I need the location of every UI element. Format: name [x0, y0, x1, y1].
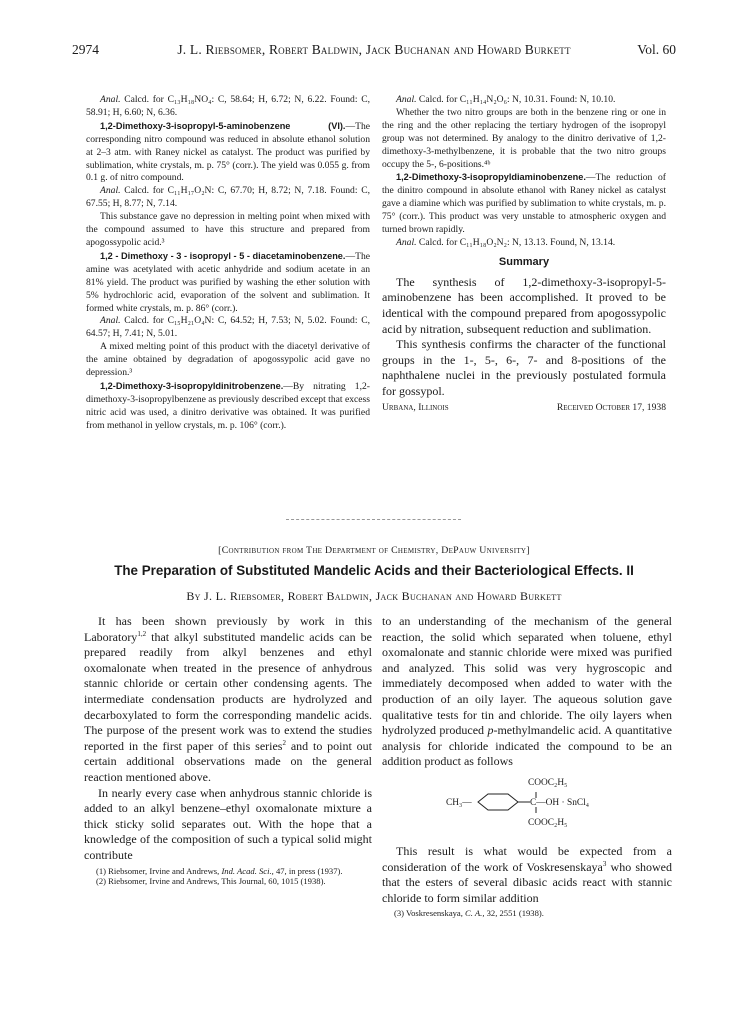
- section-body: —By nitrating 1,2-dimethoxy-3-isopropylbenzene as previously described except that excess nitric acid was used, a dinitro derivative was obtained. It was purified from methanol in yellow crystals, m. p. 106° (corr.).: [86, 380, 370, 431]
- prev-article-right-column: [382, 94, 666, 414]
- body-paragraph: [382, 614, 672, 770]
- formula-center: C—OH · SnCl₄: [530, 797, 590, 808]
- section-paragraph: [382, 171, 666, 237]
- footnote-ref: 2: [282, 738, 286, 747]
- anal-label: Anal.: [100, 94, 121, 105]
- anal-label: Anal.: [396, 94, 417, 105]
- contribution-line: [Contribution from The Department of Chemistry, DePauw University]: [218, 545, 530, 556]
- section-heading: 1,2-Dimethoxy-3-isopropyldiaminobenzene.: [396, 172, 586, 183]
- text-run: to an understanding of the mechanism of the general reaction, the solid which separated when toluene, ethyl oxomalonate and stannic chloride were mixed was purified and analyzed. This solid was very hygroscopic and immediately decomposed when added to water with the production of an oily layer. The aqueous solution gave qualitative tests for tin and chloride. The oily layers when hydrolyzed produced: [382, 614, 672, 738]
- text-run: (3) Voskresenskaya,: [394, 908, 466, 919]
- received-date: Received October 17, 1938: [556, 401, 666, 413]
- anal-label: Anal.: [100, 185, 121, 197]
- article-right-column: [382, 614, 672, 919]
- section-body: —The corresponding nitro compound was reduced in absolute ethanol solution at 2–3 atm. with Raney nickel as catalyst. The product was purified by sublimation, white crystals, m. p. 75° (corr.). The yield was 0.055 g. from 0.1 g. of nitro compound.: [86, 120, 370, 184]
- anal-values: Calcd. for C₁₁H₁₈O₂N₂: N, 13.13. Found, N, 13.14.: [416, 236, 616, 248]
- text-run: It has been shown previously by work in this Laboratory: [84, 614, 372, 644]
- analysis-line: [86, 315, 370, 341]
- formula-methyl: CH₃—: [446, 797, 472, 808]
- analysis-line: [382, 94, 666, 107]
- text-run: that alkyl substituted mandelic acids can be prepared readily from alkyl benzenes and ethyl oxomalonate when treated in the presence of anhydrous stannic chloride or certain other condensing agents. The intermediate condensation products are hydrolyzed and decarboxylated to form the corresponding mandelic acids. The purpose of the present work was to extend the studies reported in the first paper of this series: [84, 629, 372, 753]
- article-title: The Preparation of Substituted Mandelic Acids and their Bacteriological Effects. II: [114, 563, 634, 578]
- text-run: and to point out certain additional observations made on the general reaction mentioned above.: [84, 738, 372, 784]
- formula-bottom-group: COOC₂H₅: [528, 817, 568, 828]
- article-byline: By J. L. Riebsomer, Robert Baldwin, Jack Buchanan and Howard Burkett: [186, 589, 562, 603]
- anal-values: Calcd. for C₁₃H₁₈NO₄: C, 58.64; H, 6.72; N, 6.22. Found: C, 58.91; H, 6.60; N, 6.36.: [86, 94, 370, 118]
- body-paragraph: In nearly every case when anhydrous stannic chloride is added to an alkyl benzene–ethyl oxomalonate mixture a thick sticky solid separates out. With the hope that a knowledge of the composition of such a typical solid might contribute: [84, 785, 372, 862]
- section-paragraph: [86, 250, 370, 316]
- section-heading: 1,2 - Dimethoxy - 3 - isopropyl - 5 - diacetaminobenzene.: [100, 250, 346, 261]
- running-authors: J. L. Riebsomer, Robert Baldwin, Jack Buchanan and Howard Burkett: [177, 42, 571, 57]
- text-run: who showed that the esters of several dibasic acids react with stannic chloride to form similar addition: [382, 859, 672, 905]
- footnote: [84, 866, 372, 876]
- footnote: (2) Riebsomer, Irvine and Andrews, This Journal, 60, 1015 (1938).: [96, 875, 326, 886]
- prev-article-left-column: [86, 94, 370, 433]
- footnote-ref: 1,2: [137, 629, 147, 638]
- footnote-ref: 3: [602, 859, 607, 868]
- anal-label: Anal.: [100, 315, 121, 327]
- separator-rule: [286, 519, 461, 520]
- section-heading: 1,2-Dimethoxy-3-isopropyl-5-aminobenzene (VI).: [100, 120, 346, 131]
- running-header: [72, 42, 676, 60]
- summary-paragraph: This synthesis confirms the character of the functional groups in the 1-, 5-, 6-, 7- and 8-positions of the naphthalene nuclei in the previously postulated formula for gossypol.: [382, 337, 666, 398]
- text-run: C. A.,: [465, 908, 485, 919]
- text-run: 47, in press (1937).: [273, 865, 343, 876]
- anal-label: Anal.: [396, 236, 417, 248]
- article-left-column: [84, 614, 372, 886]
- body-paragraph: [84, 614, 372, 786]
- text-run: Ind. Acad. Sci.,: [221, 865, 274, 876]
- text-run: p: [487, 723, 494, 738]
- body-paragraph: Whether the two nitro groups are both in the benzene ring or one in the ring and the other replacing the tertiary hydrogen of the isopropyl group was not determined. By analogy to the dinitro derivative of 1,2-dimethoxy-3-methylbenzene, it is probable that the two nitro groups occupy the 5-, 6-positions.⁴ᵇ: [382, 106, 666, 170]
- text-run: 32, 2551 (1938).: [484, 908, 544, 919]
- structural-formula: [382, 774, 672, 838]
- summary-paragraph: The synthesis of 1,2-dimethoxy-3-isopropyl-5-aminobenzene has been accomplished. It proved to be identical with the compound prepared from apogossypolic acid by nitration, subsequent reduction and sublimation.: [382, 274, 666, 336]
- anal-values: Calcd. for C₁₁H₁₇O₂N: C, 67.70; H, 8.72; N, 7.18. Found: C, 67.55; H, 8.77; N, 7.14.: [86, 185, 370, 210]
- footnotes: [84, 866, 372, 887]
- analysis-line: [86, 94, 370, 120]
- volume-number: Vol. 60: [637, 42, 676, 57]
- anal-values: Calcd. for C₁₁H₁₄N₂O₆: N, 10.31. Found: N, 10.10.: [416, 94, 616, 105]
- section-paragraph: [86, 120, 370, 186]
- summary-heading: Summary: [498, 255, 550, 268]
- analysis-line: [86, 185, 370, 211]
- body-paragraph: A mixed melting point of this product with the diacetyl derivative of the amine obtained by degradation of apogossypolic acid gave no depression.³: [86, 341, 370, 379]
- summary-text: [382, 275, 666, 400]
- body-paragraph: This substance gave no depression in melting point when mixed with the compound assumed to have this structure and prepared from apogossypolic acid.³: [86, 211, 370, 248]
- section-body: —The amine was acetylated with acetic anhydride and sodium acetate in an 81% yield. The product was purified by washing the ether solution with 5% hydrochloric acid, evaporation of the solvent and sublimation. It formed white crystals, m. p. 86° (corr.).: [86, 250, 370, 314]
- formula-top-group: COOC₂H₅: [528, 777, 568, 788]
- analysis-line: [382, 237, 666, 250]
- signoff-line: [382, 402, 666, 415]
- location: Urbana, Illinois: [382, 401, 449, 413]
- section-heading: 1,2-Dimethoxy-3-isopropyldinitrobenzene.: [100, 380, 284, 391]
- text-run: -methylmandelic acid. A quantitative analysis for chloride indicated the compound to be an addition product as follows: [382, 723, 672, 769]
- anal-values: Calcd. for C₁₅H₂₁O₄N: C, 64.52; H, 7.53; N, 5.02. Found: C, 64.57; H, 7.41; N, 5.01.: [86, 315, 370, 340]
- text-run: This result is what would be expected from a consideration of the work of Voskresenskaya: [382, 843, 672, 874]
- footnote: [382, 908, 672, 918]
- section-paragraph: [86, 380, 370, 433]
- body-paragraph: [382, 844, 672, 906]
- section-body: —The reduction of the dinitro compound in absolute ethanol with Raney nickel as catalyst gave a diamine which was purified by sublimation to white crystals, m. p. 75° (corr.). This product was very unstable to atmospheric oxygen and turned brown rapidly.: [382, 172, 666, 236]
- page-number: 2974: [72, 42, 99, 57]
- text-run: (1) Riebsomer, Irvine and Andrews,: [96, 865, 222, 876]
- benzene-ring-drawing: [382, 774, 672, 838]
